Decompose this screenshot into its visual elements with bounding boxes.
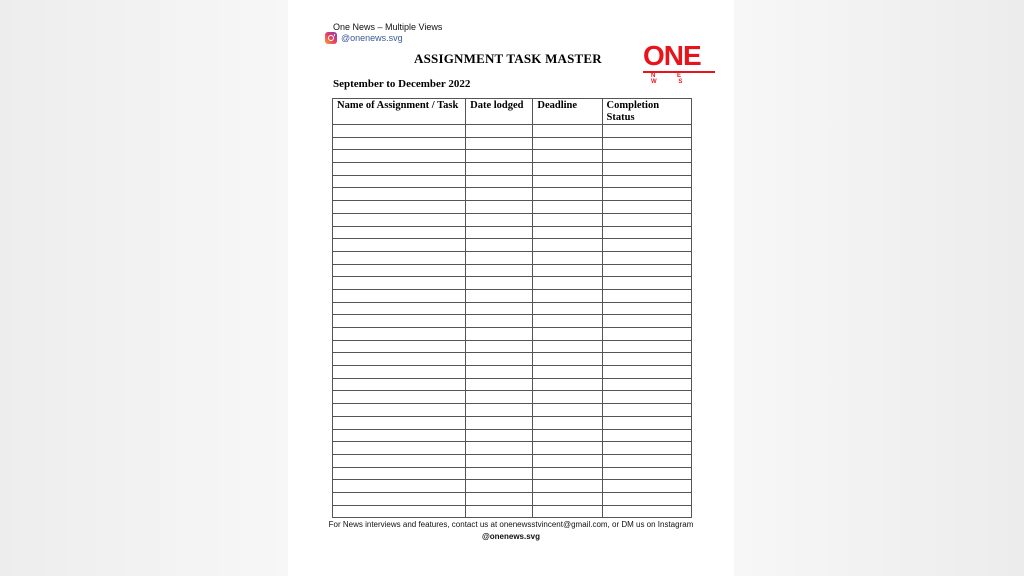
table-row [333,340,692,353]
table-row [333,467,692,480]
table-cell [533,429,602,442]
table-cell [602,454,691,467]
table-cell [333,480,466,493]
table-cell [333,315,466,328]
table-cell [466,125,533,138]
table-row [333,213,692,226]
table-cell [333,340,466,353]
table-cell [333,302,466,315]
table-cell [602,264,691,277]
table-row [333,201,692,214]
table-cell [533,277,602,290]
column-header-completion-status: Completion Status [602,99,691,125]
table-cell [466,289,533,302]
table-row [333,480,692,493]
table-row [333,239,692,252]
table-cell [533,175,602,188]
assignment-table [332,98,692,518]
table-cell [533,251,602,264]
table-cell [602,480,691,493]
page-title: ASSIGNMENT TASK MASTER [414,51,602,66]
table-cell [466,328,533,341]
table-cell [533,391,602,404]
table-cell [533,163,602,176]
table-cell [533,302,602,315]
table-cell [533,467,602,480]
table-cell [466,416,533,429]
table-cell [533,239,602,252]
table-cell [333,454,466,467]
table-cell [333,163,466,176]
table-cell [602,302,691,315]
table-cell [466,429,533,442]
one-news-logo [643,40,718,84]
table-cell [333,505,466,518]
table-cell [533,480,602,493]
table-cell [466,404,533,417]
column-header-deadline: Deadline [533,99,602,125]
table-cell [602,378,691,391]
table-cell [333,353,466,366]
table-cell [533,264,602,277]
background-left [0,0,288,576]
table-cell [602,226,691,239]
table-cell [533,125,602,138]
table-cell [333,125,466,138]
table-cell [466,467,533,480]
table-cell [533,289,602,302]
table-cell [466,480,533,493]
table-cell [466,353,533,366]
table-row [333,289,692,302]
table-cell [466,454,533,467]
table-cell [533,340,602,353]
table-cell [466,366,533,379]
table-cell [466,163,533,176]
table-row [333,302,692,315]
document-page [288,0,734,576]
table-cell [602,289,691,302]
table-cell [602,251,691,264]
logo-wordmark: ONE [643,40,701,71]
table-row [333,353,692,366]
table-cell [333,442,466,455]
table-cell [533,366,602,379]
table-cell [466,213,533,226]
table-cell [466,137,533,150]
table-cell [602,416,691,429]
table-cell [533,492,602,505]
table-cell [333,251,466,264]
footer-text: For News interviews and features, contact us at onenewsstvincent@gmail.com, or DM us on Instagram [328,520,694,529]
table-cell [333,213,466,226]
table-row [333,188,692,201]
footer-handle: @onenews.svg [481,532,541,541]
table-cell [333,264,466,277]
table-cell [333,492,466,505]
table-cell [466,239,533,252]
table-cell [602,505,691,518]
table-cell [533,378,602,391]
table-cell [533,454,602,467]
table-row [333,391,692,404]
table-row [333,163,692,176]
table-cell [602,188,691,201]
table-cell [602,442,691,455]
table-row [333,315,692,328]
table-cell [533,404,602,417]
table-row [333,328,692,341]
table-cell [533,150,602,163]
table-row [333,264,692,277]
table-cell [466,150,533,163]
table-cell [466,505,533,518]
table-cell [466,226,533,239]
table-cell [533,315,602,328]
table-cell [333,467,466,480]
table-cell [602,429,691,442]
table-cell [466,315,533,328]
table-cell [533,137,602,150]
table-cell [533,353,602,366]
table-row [333,404,692,417]
table-row [333,150,692,163]
table-row [333,378,692,391]
table-cell [333,429,466,442]
table-cell [533,201,602,214]
table-cell [466,340,533,353]
table-cell [602,213,691,226]
table-cell [602,328,691,341]
table-cell [533,188,602,201]
instagram-handle: @onenews.svg [341,33,403,43]
table-cell [602,492,691,505]
table-cell [533,505,602,518]
table-row [333,366,692,379]
table-cell [533,226,602,239]
table-cell [466,492,533,505]
table-cell [333,391,466,404]
table-cell [333,366,466,379]
table-cell [333,201,466,214]
table-cell [466,188,533,201]
table-cell [602,137,691,150]
column-header-name: Name of Assignment / Task [333,99,466,125]
table-row [333,442,692,455]
table-cell [602,201,691,214]
column-header-date-lodged: Date lodged [466,99,533,125]
table-cell [602,391,691,404]
table-cell [466,251,533,264]
table-cell [466,277,533,290]
table-cell [333,416,466,429]
table-cell [466,264,533,277]
table-header-row [333,99,692,125]
table-row [333,125,692,138]
instagram-row [325,32,403,44]
table-cell [602,340,691,353]
table-cell [333,289,466,302]
table-row [333,226,692,239]
table-cell [333,378,466,391]
table-cell [333,137,466,150]
table-row [333,251,692,264]
table-cell [533,416,602,429]
table-cell [466,442,533,455]
table-cell [602,277,691,290]
table-cell [602,366,691,379]
table-cell [602,150,691,163]
date-period: September to December 2022 [333,78,471,90]
brand-tagline: One News – Multiple Views [333,22,443,32]
table-cell [533,442,602,455]
table-row [333,277,692,290]
table-cell [333,239,466,252]
table-cell [466,201,533,214]
table-cell [533,213,602,226]
table-cell [602,467,691,480]
table-cell [533,328,602,341]
table-cell [333,188,466,201]
table-cell [466,175,533,188]
table-cell [333,175,466,188]
table-cell [333,150,466,163]
table-cell [602,353,691,366]
table-body [333,125,692,518]
table-row [333,492,692,505]
logo-subtext: N E W S [651,73,693,85]
background-right [734,0,1024,576]
table-cell [602,404,691,417]
table-cell [333,328,466,341]
table-row [333,137,692,150]
table-cell [602,175,691,188]
table-cell [333,277,466,290]
table-cell [602,125,691,138]
table-cell [466,302,533,315]
table-cell [602,163,691,176]
table-cell [333,404,466,417]
table-cell [466,378,533,391]
instagram-icon [325,32,337,44]
table-row [333,416,692,429]
table-row [333,505,692,518]
table-row [333,429,692,442]
footer-contact [328,519,694,543]
table-cell [333,226,466,239]
table-cell [602,239,691,252]
table-cell [602,315,691,328]
table-row [333,454,692,467]
table-cell [466,391,533,404]
table-row [333,175,692,188]
